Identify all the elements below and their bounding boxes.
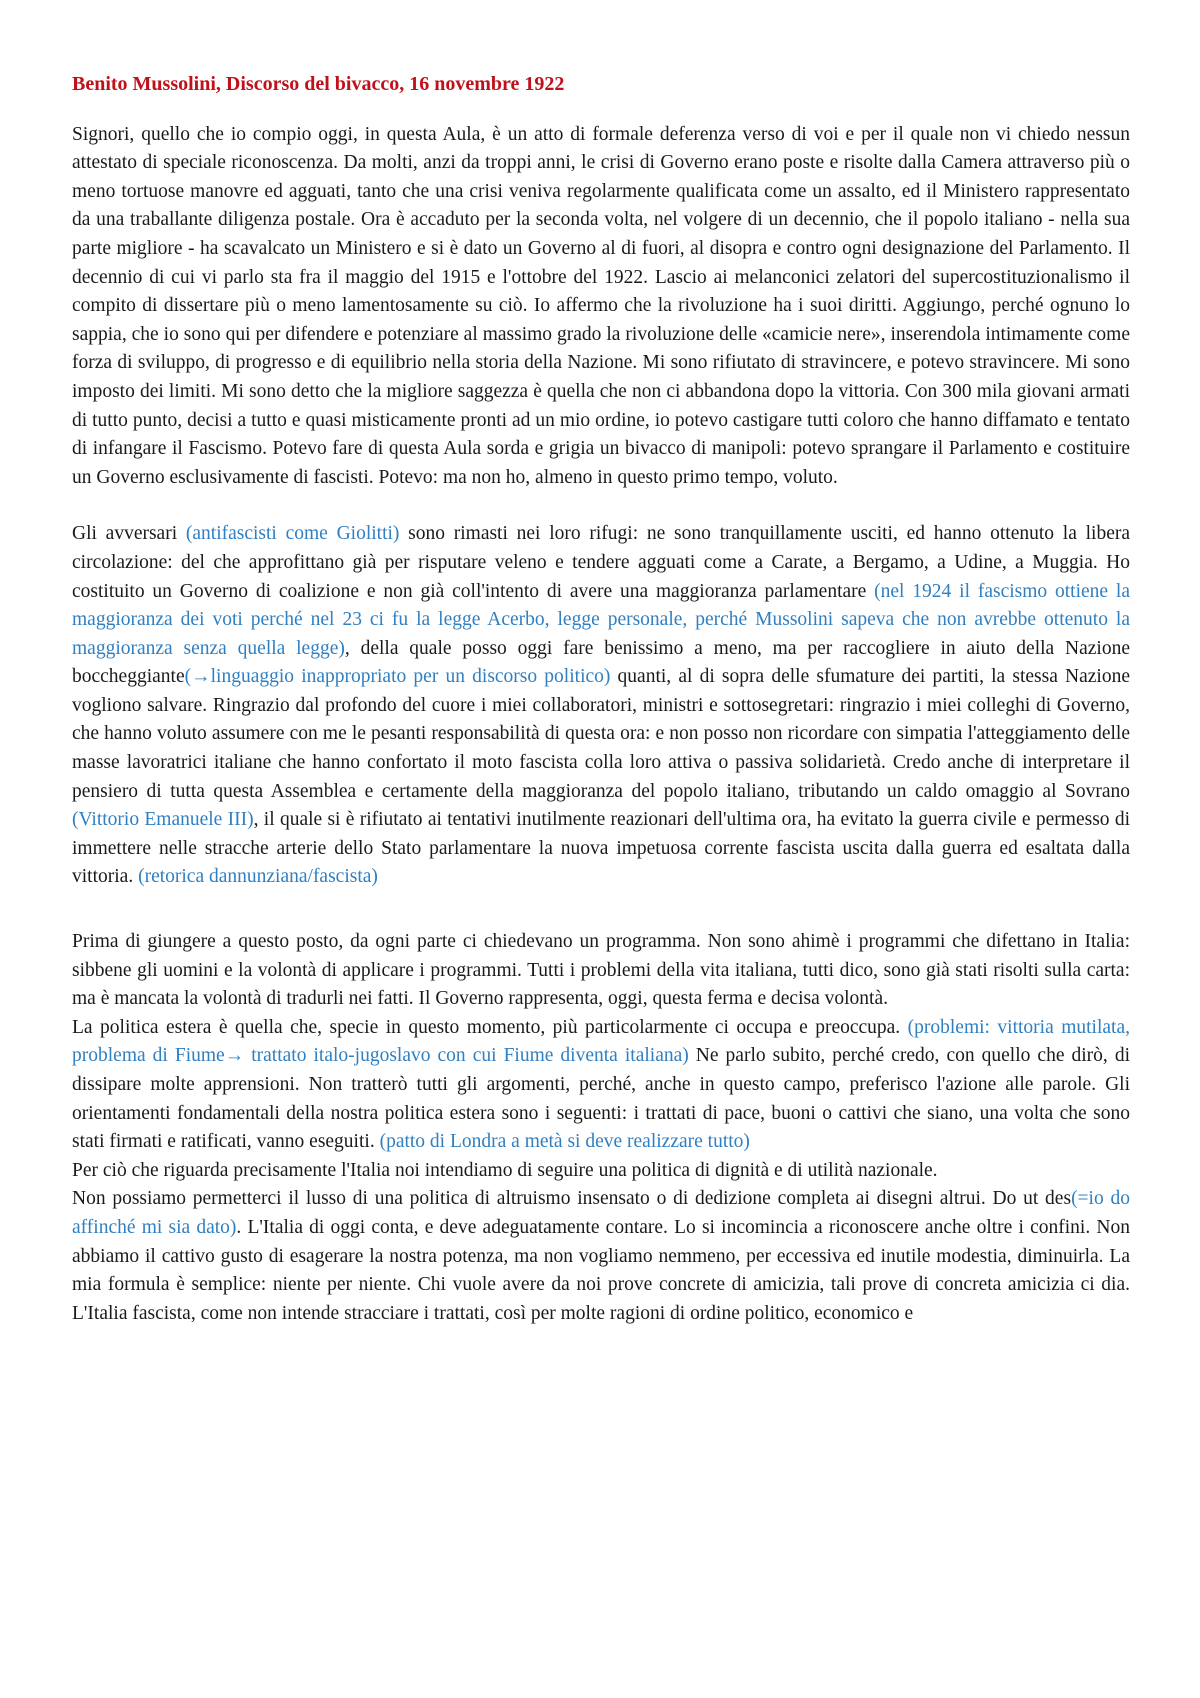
annotation-note: (→linguaggio inappropriato per un discorso politico)	[184, 666, 611, 688]
annotation-note: (retorica dannunziana/fascista)	[138, 866, 378, 888]
text-run: La politica estera è quella che, specie in questo momento, più particolarmente ci occupa e preoccupa.	[72, 1016, 908, 1038]
document-title: Benito Mussolini, Discorso del bivacco, 16 novembre 1922	[72, 73, 565, 95]
paragraph-spacer	[72, 920, 1130, 928]
text-run: quanti, al di sopra delle sfumature dei partiti, la stessa Nazione vogliono salvare. Ringrazio dal profondo del cuore i miei collaboratori, ministri e sottosegretari: ringrazio i miei colleghi di Governo, che hanno voluto assumere con me le pesanti responsabilità di questa ora: e non posso non ricordare con simpatia l'atteggiamento delle masse lavoratrici italiane che hanno confortato il moto fascista colla loro attiva o passiva solidarietà. Credo anche di interpretare il pensiero di tutta questa Assemblea e certamente della maggioranza del popolo italiano, tributando un caldo omaggio al Sovrano	[72, 666, 1130, 802]
paragraph-3-text: Prima di giungere a questo posto, da ogni parte ci chiedevano un programma. Non sono ahimè i programmi che difettano in Italia: sibbene gli uomini e la volontà di applicare i programmi. Tutti i problemi della vita italiana, tutti dico, sono già stati risolti sulla carta: ma è mancata la volontà di tradurli nei fatti. Il Governo rappresenta, oggi, questa ferma e decisa volontà.	[72, 931, 1130, 1010]
annotation-note: (Vittorio Emanuele III)	[72, 809, 254, 831]
paragraph-1	[72, 121, 1130, 493]
annotation-note: (patto di Londra a metà si deve realizzare tutto)	[379, 1131, 750, 1153]
annotation-note: (problemi: vittoria mutilata, problema di Fiume→ trattato italo-jugoslavo con cui Fiume diventa italiana)	[72, 1016, 1130, 1067]
text-run: Gli avversari	[72, 523, 186, 545]
paragraph-5-text: Per ciò che riguarda precisamente l'Italia noi intendiamo di seguire una politica di dignità e di utilità nazionale.	[72, 1159, 938, 1181]
text-run: , della quale posso oggi fare benissimo a meno, ma per raccogliere in aiuto della Nazione boccheggiante	[72, 637, 1131, 688]
paragraph-6	[72, 1185, 1130, 1328]
paragraph-spacer	[72, 492, 1130, 520]
paragraph-spacer	[72, 892, 1130, 920]
text-run: Ne parlo subito, perché credo, con quello che dirò, di dissipare molte apprensioni. Non tratterò tutti gli argomenti, perché, anche in questo campo, preferisco l'azione alle parole. Gli orientamenti fondamentali della nostra politica estera sono i seguenti: i trattati di pace, buoni o cattivi che siano, una volta che sono stati firmati e ratificati, vanno eseguiti.	[72, 1045, 1130, 1153]
annotation-note: (nel 1924 il fascismo ottiene la maggioranza dei voti perché nel 23 ci fu la legge Acerbo, legge personale, perché Mussolini sapeva che non avrebbe ottenuto la maggioranza senza quella legge)	[72, 580, 1130, 659]
text-run: . L'Italia di oggi conta, e deve adeguatamente contare. Lo si incomincia a riconoscere anche oltre i confini. Non abbiamo il cattivo gusto di esagerare la nostra potenza, ma non vogliamo nemmeno, per eccessiva ed inutile modestia, diminuirla. La mia formula è semplice: niente per niente. Chi vuole avere da noi prove concrete di amicizia, tali prove di concreta amicizia ci dia. L'Italia fascista, come non intende stracciare i trattati, così per molte ragioni di ordine politico, economico e	[72, 1216, 1130, 1324]
paragraph-3	[72, 928, 1130, 1014]
text-run: Non possiamo permetterci il lusso di una politica di altruismo insensato o di dedizione completa ai disegni altrui. Do ut des	[72, 1188, 1072, 1210]
text-run: , il quale si è rifiutato ai tentativi inutilmente reazionari dell'ultima ora, ha evitato la guerra civile e permesso di immettere nelle stracche arterie dello Stato parlamentare la nuova impetuosa corrente fascista uscita dalla guerra ed esaltata dalla vittoria.	[72, 809, 1130, 888]
document-page	[72, 70, 1130, 1328]
paragraph-4	[72, 1014, 1130, 1157]
annotation-note: (antifascisti come Giolitti)	[185, 523, 400, 545]
paragraph-2	[72, 520, 1130, 892]
paragraph-5	[72, 1157, 1130, 1186]
annotation-note: (=io do affinché mi sia dato)	[72, 1188, 1130, 1238]
text-run: sono rimasti nei loro rifugi: ne sono tranquillamente usciti, ed hanno ottenuto la libera circolazione: del che approfittano già per risputare veleno e tendere agguati come a Carate, a Bergamo, a Udine, a Muggia. Ho costituito un Governo di coalizione e non già coll'intento di avere una maggioranza parlamentare	[72, 523, 1130, 602]
paragraph-1-text: Signori, quello che io compio oggi, in questa Aula, è un atto di formale deferenza verso di voi e per il quale non vi chiedo nessun attestato di speciale riconoscenza. Da molti, anzi da troppi anni, le crisi di Governo erano poste e risolte dalla Camera attraverso più o meno tortuose manovre ed agguati, tanto che una crisi veniva regolarmente qualificata come un assalto, ed il Ministero rappresentato da una traballante diligenza postale. Ora è accaduto per la seconda volta, nel volgere di un decennio, che il popolo italiano - nella sua parte migliore - ha scavalcato un Ministero e si è dato un Governo al di fuori, al disopra e contro ogni designazione del Parlamento. Il decennio di cui vi parlo sta fra il maggio del 1915 e l'ottobre del 1922. Lascio ai melanconici zelatori del supercostituzionalismo il compito di dissertare più o meno lamentosamente su ciò. Io affermo che la rivoluzione ha i suoi diritti. Aggiungo, perché ognuno lo sappia, che io sono qui per difendere e potenziare al massimo grado la rivoluzione delle «camicie nere», inserendola intimamente come forza di sviluppo, di progresso e di equilibrio nella storia della Nazione. Mi sono rifiutato di stravincere, e potevo stravincere. Mi sono imposto dei limiti. Mi sono detto che la migliore saggezza è quella che non ci abbandona dopo la vittoria. Con 300 mila giovani armati di tutto punto, decisi a tutto e quasi misticamente pronti ad un mio ordine, io potevo castigare tutti coloro che hanno diffamato e tentato di infangare il Fascismo. Potevo fare di questa Aula sorda e grigia un bivacco di manipoli: potevo sprangare il Parlamento e costituire un Governo esclusivamente di fascisti. Potevo: ma non ho, almeno in questo primo tempo, voluto.	[72, 123, 1130, 488]
